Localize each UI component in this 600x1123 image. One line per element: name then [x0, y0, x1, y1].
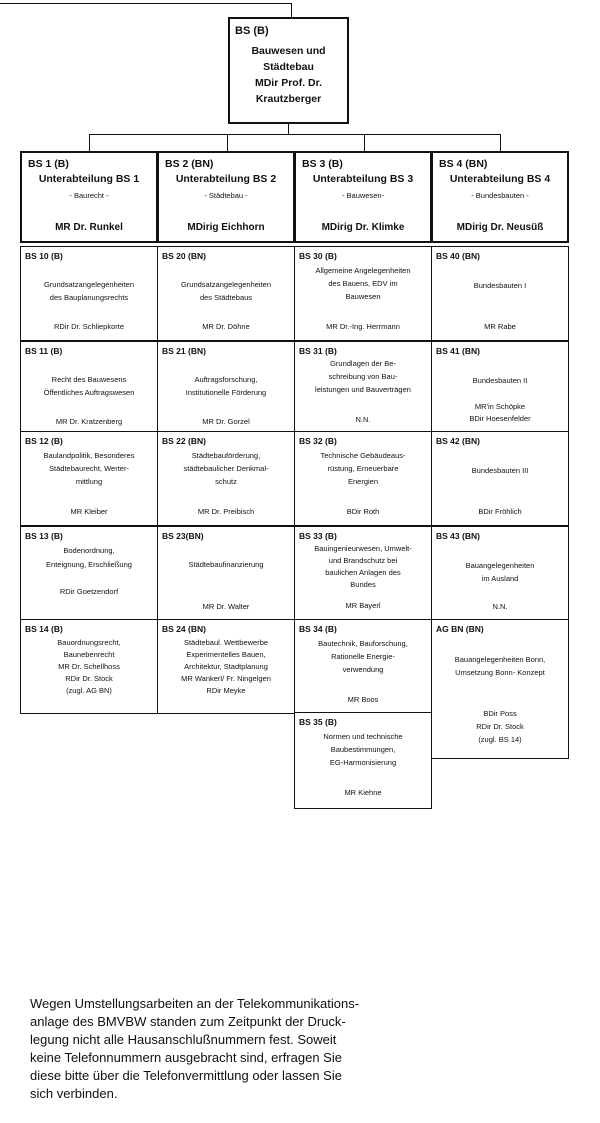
unit-cell-line: MR Bayerl: [345, 601, 381, 610]
unit-cell-line: Grundsatzangelegenheiten: [43, 280, 135, 289]
unit-subtitle: - Baurecht -: [69, 191, 109, 200]
unit-title: Unterabteilung BS 3: [312, 173, 414, 185]
department-line-4: Krautzberger: [255, 93, 322, 105]
unit-cell-code: BS 32 (B): [299, 436, 337, 446]
unit-cell-line: MR Rabe: [484, 322, 516, 331]
unit-code: BS 1 (B): [28, 158, 69, 170]
unit-cell-code: BS 20 (BN): [162, 251, 206, 261]
unit-cell-bs42: [431, 431, 569, 526]
unit-cell-line: Bundes: [350, 580, 376, 589]
unit-cell-bs35: [294, 712, 432, 809]
unit-cell-bs24: [157, 619, 295, 714]
unit-cell-line: schreibung von Bau-: [328, 372, 398, 381]
unit-cell-line: Recht des Bauwesens: [51, 375, 127, 384]
unit-cell-line: MR Dr. Döhne: [202, 322, 250, 331]
unit-cell-line: BDir Roth: [346, 507, 380, 516]
unit-cell-code: BS 31 (B): [299, 346, 337, 356]
unit-cell-code: BS 12 (B): [25, 436, 63, 446]
unit-cell-line: BDir Hoesenfelder: [469, 414, 531, 423]
unit-cell-code: BS 13 (B): [25, 531, 63, 541]
unit-cell-line: RDir Dr. Stock: [476, 722, 524, 731]
unit-cell-line: MR Dr. Kratzenberg: [55, 417, 123, 426]
department-line-1: Bauwesen und: [251, 45, 326, 57]
unit-code: BS 4 (BN): [439, 158, 488, 170]
unit-cell-line: Rationelle Energie-: [331, 652, 395, 661]
unit-cell-line: MR Dr. Gorzel: [202, 417, 250, 426]
department-line-3: MDir Prof. Dr.: [254, 77, 323, 89]
unit-cell-code: BS 42 (BN): [436, 436, 480, 446]
unit-header-bs4: [431, 151, 569, 243]
unit-cell-line: Städtebauförderung,: [191, 451, 261, 460]
unit-head: MR Dr. Runkel: [55, 222, 123, 233]
unit-subtitle: - Städtebau -: [204, 191, 248, 200]
unit-cell-line: (zugl. AG BN): [66, 686, 112, 695]
unit-cell-bs23: [157, 526, 295, 621]
unit-cell-line: Technische Gebäudeaus-: [320, 451, 406, 460]
unit-cell-line: MR Dr. Walter: [202, 602, 250, 611]
unit-subtitle: - Bauwesen-: [341, 191, 385, 200]
unit-cell-code: BS 34 (B): [299, 624, 337, 634]
unit-cell-line: MR'in Schöpke: [474, 402, 526, 411]
unit-cell-bs21: [157, 341, 295, 436]
unit-cell-line: (zugl. BS 14): [478, 735, 522, 744]
unit-head: MDirig Eichhorn: [187, 222, 265, 233]
note-line: diese bitte über die Telefonvermittlung oder lassen Sie: [30, 1068, 342, 1083]
unit-cell-code: BS 23(BN): [162, 531, 204, 541]
unit-cell-line: RDir Dr. Schliepkorte: [53, 322, 125, 331]
unit-cell-line: Grundsatzangelegenheiten: [180, 280, 272, 289]
unit-cell-line: N.N.: [355, 415, 371, 424]
unit-code: BS 2 (BN): [165, 158, 214, 170]
unit-cell-code: BS 30 (B): [299, 251, 337, 261]
unit-cell-line: Bauingenieurwesen, Umwelt-: [314, 544, 412, 553]
unit-cell-line: BDir Fröhlich: [478, 507, 522, 516]
unit-cell-line: MR Kiehne: [344, 788, 382, 797]
unit-cell-line: Grundlagen der Be-: [330, 359, 396, 368]
unit-cell-line: Baubestimmungen,: [330, 745, 396, 754]
unit-cell-line: des Städtebaus: [199, 293, 253, 302]
unit-cell-line: Städtebaul. Wettbewerbe: [183, 638, 269, 647]
connector-top-horizontal: [0, 3, 292, 4]
note-line: Wegen Umstellungsarbeiten an der Telekommunikations-: [30, 996, 360, 1011]
unit-cell-line: und Brandschutz bei: [328, 556, 398, 565]
unit-cell-bs20: [157, 246, 295, 341]
unit-cell-line: Bauangelegenheiten: [465, 561, 535, 570]
unit-cell-line: Bauwesen: [345, 292, 381, 301]
note-line: keine Telefonnummern ausgebracht sind, erfragen Sie: [30, 1050, 342, 1065]
unit-cell-line: MR Dr. Preibisch: [197, 507, 255, 516]
unit-cell-line: RDir Dr. Stock: [65, 674, 113, 683]
unit-code: BS 3 (B): [302, 158, 343, 170]
unit-cell-line: BDir Poss: [483, 709, 517, 718]
unit-cell-bs11: [20, 341, 158, 436]
unit-cell-line: Normen und technische: [323, 732, 403, 741]
unit-cell-code: BS 10 (B): [25, 251, 63, 261]
note-line: anlage des BMVBW standen zum Zeitpunkt der Druck-: [30, 1014, 346, 1029]
unit-cell-line: schutz: [215, 477, 237, 486]
unit-cell-code: BS 41 (BN): [436, 346, 480, 356]
connector-bs2-drop: [227, 134, 228, 151]
telephone-note: [30, 995, 450, 1103]
unit-cell-line: Institutionelle Förderung: [185, 388, 267, 397]
unit-cell-bs40: [431, 246, 569, 341]
connector-bs1-drop: [89, 134, 90, 151]
unit-cell-bs31: [294, 341, 432, 436]
unit-cell-line: RDir Goetzendorf: [59, 587, 119, 596]
unit-cell-code: BS 24 (BN): [162, 624, 206, 634]
department-code: BS (B): [235, 25, 269, 37]
department-box-bs: [228, 17, 349, 124]
unit-cell-line: Öffentliches Auftragswesen: [43, 388, 135, 397]
unit-cell-line: MR Dr. Schellhoss: [58, 662, 120, 671]
unit-cell-code: BS 43 (BN): [436, 531, 480, 541]
unit-cell-line: Bodenordnung,: [63, 546, 115, 555]
department-line-2: Städtebau: [263, 61, 314, 73]
unit-cell-bs14: [20, 619, 158, 714]
unit-cell-line: Architektur, Stadtplanung: [184, 662, 268, 671]
unit-cell-line: städtebaulicher Denkmal-: [183, 464, 269, 473]
unit-cell-line: Energien: [347, 477, 379, 486]
connector-main-bar: [89, 134, 501, 135]
note-line: legung nicht alle Hausanschlußnummern fest. Soweit: [30, 1032, 337, 1047]
unit-cell-line: Bundesbauten III: [471, 466, 529, 475]
unit-cell-line: des Bauens, EDV im: [328, 279, 398, 288]
unit-cell-line: Bauangelegenheiten Bonn,: [454, 655, 546, 664]
unit-cell-code: BS 11 (B): [25, 346, 63, 356]
unit-cell-line: rüstung, Erneuerbare: [327, 464, 399, 473]
unit-cell-bs32: [294, 431, 432, 526]
connector-bs3-drop: [364, 134, 365, 151]
unit-cell-bs41: [431, 341, 569, 436]
unit-cell-code: BS 40 (BN): [436, 251, 480, 261]
unit-cell-line: MR Wankerl/ Fr. Ningelgen: [181, 674, 271, 683]
unit-cell-bs34: [294, 619, 432, 714]
unit-cell-bs33: [294, 526, 432, 621]
unit-cell-line: Bundesbauten II: [472, 376, 528, 385]
unit-cell-bs30: [294, 246, 432, 341]
unit-cell-bs13: [20, 526, 158, 621]
unit-cell-line: Städtebaurecht, Werter-: [49, 464, 129, 473]
unit-cell-bs10: [20, 246, 158, 341]
unit-cell-line: mittlung: [75, 477, 103, 486]
unit-subtitle: - Bundesbauten -: [471, 191, 529, 200]
unit-cell-code: AG BN (BN): [436, 624, 484, 634]
unit-title: Unterabteilung BS 2: [175, 173, 277, 185]
unit-cell-line: MR Kleiber: [70, 507, 108, 516]
unit-cell-line: des Bauplanungsrechts: [49, 293, 129, 302]
unit-cell-bs43: [431, 526, 569, 621]
unit-cell-line: EG-Harmonisierung: [329, 758, 397, 767]
unit-cell-code: BS 22 (BN): [162, 436, 206, 446]
unit-header-bs2: [157, 151, 295, 243]
unit-cell-line: verwendung: [342, 665, 384, 674]
unit-cell-line: Auftragsforschung,: [194, 375, 258, 384]
connector-top-vertical: [291, 3, 292, 17]
note-line: sich verbinden.: [30, 1086, 118, 1101]
unit-head: MDirig Dr. Neusüß: [456, 222, 544, 233]
unit-cell-line: Bauordnungsrecht,: [57, 638, 121, 647]
unit-cell-line: Enteignung, Erschließung: [46, 560, 132, 569]
unit-cell-code: BS 14 (B): [25, 624, 63, 634]
unit-cell-code: BS 21 (BN): [162, 346, 206, 356]
unit-cell-line: Baunebenrecht: [63, 650, 115, 659]
unit-cell-line: Baulandpolitik, Besonderes: [43, 451, 135, 460]
unit-cell-ag-bn: [431, 619, 569, 759]
unit-cell-line: im Ausland: [481, 574, 519, 583]
unit-cell-line: Umsetzung Bonn- Konzept: [455, 668, 545, 677]
unit-cell-bs12: [20, 431, 158, 526]
unit-header-bs3: [294, 151, 432, 243]
connector-bs4-drop: [500, 134, 501, 151]
unit-cell-line: baulichen Anlagen des: [325, 568, 401, 577]
unit-cell-line: N.N.: [492, 602, 508, 611]
unit-cell-line: MR Boos: [347, 695, 379, 704]
unit-cell-line: MR Dr.-Ing. Herrmann: [326, 322, 400, 331]
unit-cell-line: leistungen und Bauverträgen: [315, 385, 411, 394]
unit-title: Unterabteilung BS 1: [38, 173, 140, 185]
unit-cell-line: RDir Meyke: [206, 686, 246, 695]
unit-title: Unterabteilung BS 4: [449, 173, 551, 185]
unit-cell-line: Bundesbauten I: [473, 281, 527, 290]
unit-cell-line: Bautechnik, Bauforschung,: [318, 639, 408, 648]
unit-cell-line: Allgemeine Angelegenheiten: [315, 266, 411, 275]
unit-cell-line: Städtebaufinanzierung: [188, 560, 264, 569]
unit-cell-code: BS 35 (B): [299, 717, 337, 727]
unit-cell-line: Experimentelles Bauen,: [186, 650, 266, 659]
unit-cell-code: BS 33 (B): [299, 531, 337, 541]
unit-head: MDirig Dr. Klimke: [321, 222, 405, 233]
unit-header-bs1: [20, 151, 158, 243]
unit-cell-bs22: [157, 431, 295, 526]
